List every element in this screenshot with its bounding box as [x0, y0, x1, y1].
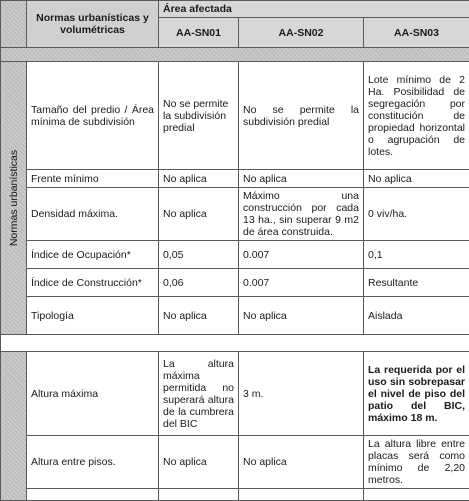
table-row	[1, 352, 469, 436]
cell-cut	[364, 489, 469, 501]
cell-cut	[239, 489, 364, 501]
row-label: Densidad máxima.	[27, 188, 159, 241]
cell-sn02: 0.007	[239, 269, 364, 297]
row-label: Tamaño del predio / Área mínima de subdivisión	[27, 62, 159, 170]
cell-sn03: Resultante	[364, 269, 469, 297]
row-label: Frente mínimo	[27, 170, 159, 188]
cell-sn01: No aplica	[159, 188, 239, 241]
cell-sn01: No aplica	[159, 297, 239, 335]
section-band	[1, 48, 469, 62]
cell-sn02: 0.007	[239, 241, 364, 269]
cell-sn02: 3 m.	[239, 352, 364, 436]
table-row	[1, 436, 469, 489]
cell-cut	[159, 489, 239, 501]
header-norms: Normas urbanísticas y volumétricas	[27, 1, 159, 48]
row-label: Tipología	[27, 297, 159, 335]
cell-sn02: No aplica	[239, 170, 364, 188]
cell-sn03: 0 viv/ha.	[364, 188, 469, 241]
header-sn03: AA-SN03	[364, 18, 469, 48]
cell-sn02: No aplica	[239, 436, 364, 489]
cell-sn03: Lote mínimo de 2 Ha. Posibilidad de segregación por constitución de propiedad horizontal o agrupación de lotes.	[364, 62, 469, 170]
table-row	[1, 188, 469, 241]
table-row	[1, 241, 469, 269]
cell-sn02: Máximo una construcción por cada 13 ha., sin superar 9 m2 de área construida.	[239, 188, 364, 241]
cell-sn01: La altura máxima permitida no superará altura de la cumbrera del BIC	[159, 352, 239, 436]
row-label-cut	[27, 489, 159, 501]
table-row	[1, 62, 469, 170]
section-label: Normas urbanísticas	[8, 150, 20, 246]
row-label: Altura máxima	[27, 352, 159, 436]
section-label-cell	[1, 62, 27, 335]
cell-sn03: 0,1	[364, 241, 469, 269]
table-row	[1, 170, 469, 188]
header-sn01: AA-SN01	[159, 18, 239, 48]
cell-sn03: No aplica	[364, 170, 469, 188]
cell-sn01: 0,06	[159, 269, 239, 297]
cell-sn01: 0,05	[159, 241, 239, 269]
cell-sn02: No se permite la subdivisión predial	[239, 62, 364, 170]
cell-sn01: No aplica	[159, 436, 239, 489]
table-row-cut	[1, 489, 469, 501]
row-label: Altura entre pisos.	[27, 436, 159, 489]
section-band-2	[1, 352, 27, 501]
section-gap	[1, 335, 469, 352]
cell-sn03: La requerida por el uso sin sobrepasar el nivel de piso del patio del BIC, máximo 18 m.	[364, 352, 469, 436]
header-sn02: AA-SN02	[239, 18, 364, 48]
table-row	[1, 269, 469, 297]
row-label: Índice de Construcción*	[27, 269, 159, 297]
cell-sn01: No se permite la subdivisión predial	[159, 62, 239, 170]
cell-sn01: No aplica	[159, 170, 239, 188]
header-area: Área afectada	[159, 1, 469, 18]
cell-sn03: Aislada	[364, 297, 469, 335]
row-label: Índice de Ocupación*	[27, 241, 159, 269]
table-row	[1, 297, 469, 335]
cell-sn02: No aplica	[239, 297, 364, 335]
header-corner	[1, 1, 27, 48]
cell-sn03: La altura libre entre placas será como mínimo de 2,20 metros.	[364, 436, 469, 489]
